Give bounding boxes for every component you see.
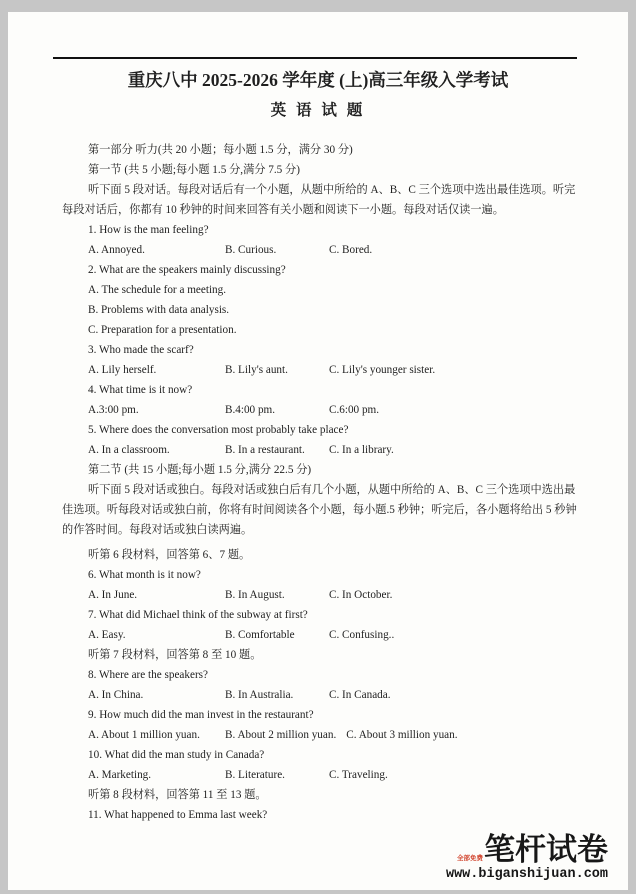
option-c: C. In October. bbox=[329, 589, 393, 601]
option-a: A. Marketing. bbox=[88, 769, 152, 781]
question-line: 2. What are the speakers mainly discussing? bbox=[88, 264, 286, 276]
instruction-line: 听下面 5 段对话。每段对话后有一个小题，从题中所给的 A、B、C 三个选项中选出最佳选项。听完 bbox=[88, 184, 576, 196]
watermark-url: www.biganshijuan.com bbox=[445, 867, 608, 882]
exam-paper-page bbox=[8, 12, 628, 890]
option-b: B. In August. bbox=[225, 589, 285, 601]
option-a: A. In a classroom. bbox=[88, 444, 170, 456]
instruction-line: 第一节 (共 5 小题;每小题 1.5 分,满分 7.5 分) bbox=[88, 164, 300, 176]
instruction-line: 佳选项。听每段对话或独白前，你将有时间阅读各个小题，每小题.5 秒钟；听完后，各小题将给出 5 秒钟 bbox=[62, 504, 577, 516]
option-row bbox=[62, 685, 584, 705]
option-b: B.4:00 pm. bbox=[225, 404, 276, 416]
option-c: C. Confusing.. bbox=[329, 629, 395, 641]
exam-subtitle: 英 语 试 题 bbox=[270, 102, 366, 119]
question-line: 7. What did Michael think of the subway at first? bbox=[88, 609, 308, 621]
question-line: 10. What did the man study in Canada? bbox=[88, 749, 265, 761]
option-a: A. Annoyed. bbox=[88, 244, 145, 256]
option-b: B. Curious. bbox=[225, 244, 277, 256]
question-line: 1. How is the man feeling? bbox=[88, 224, 209, 236]
option-row bbox=[62, 765, 584, 785]
option-b: B. Lily's aunt. bbox=[225, 364, 288, 376]
question-line: 4. What time is it now? bbox=[88, 384, 193, 396]
header-rule bbox=[53, 57, 577, 59]
option-a: A. In June. bbox=[88, 589, 138, 601]
option-a: A. About 1 million yuan. bbox=[88, 729, 200, 741]
option-b: B. In a restaurant. bbox=[225, 444, 305, 456]
option-row bbox=[62, 240, 584, 260]
option-row bbox=[62, 440, 584, 460]
instruction-line: 听第 7 段材料，回答第 8 至 10 题。 bbox=[88, 649, 262, 661]
option-row bbox=[62, 725, 584, 745]
question-line: 3. Who made the scarf? bbox=[88, 344, 194, 356]
watermark bbox=[446, 834, 608, 882]
option-c: C.6:00 pm. bbox=[329, 404, 380, 416]
option-a: A.3:00 pm. bbox=[88, 404, 139, 416]
exam-body bbox=[62, 140, 584, 825]
question-line: 8. Where are the speakers? bbox=[88, 669, 208, 681]
instruction-line: 每段对话后，你都有 10 秒钟的时间来回答有关小题和阅读下一小题。每段对话仅读一遍。 bbox=[62, 204, 504, 216]
option-c: C. Lily's younger sister. bbox=[329, 364, 436, 376]
question-line: A. The schedule for a meeting. bbox=[88, 284, 227, 296]
instruction-line: 的作答时间。每段对话或独白读两遍。 bbox=[62, 524, 253, 536]
option-a: A. In China. bbox=[88, 689, 144, 701]
question-line: 9. How much did the man invest in the restaurant? bbox=[88, 709, 314, 721]
option-b: B. In Australia. bbox=[225, 689, 294, 701]
option-b: B. About 2 million yuan. bbox=[225, 729, 337, 741]
instruction-line: 听第 8 段材料，回答第 11 至 13 题。 bbox=[88, 789, 267, 801]
watermark-brand: 笔杆试卷 bbox=[484, 832, 608, 868]
watermark-tagline: 全部免费 bbox=[457, 854, 483, 862]
option-row bbox=[62, 625, 584, 645]
option-row bbox=[62, 400, 584, 420]
question-line: 11. What happened to Emma last week? bbox=[88, 809, 268, 821]
option-c: C. About 3 million yuan. bbox=[346, 729, 458, 741]
instruction-line: 听第 6 段材料，回答第 6、7 题。 bbox=[88, 549, 251, 561]
option-c: C. Traveling. bbox=[329, 769, 388, 781]
option-a: A. Lily herself. bbox=[88, 364, 157, 376]
option-c: C. Bored. bbox=[329, 244, 373, 256]
instruction-line: 听下面 5 段对话或独白。每段对话或独白后有几个小题，从题中所给的 A、B、C 三个选项中选出最 bbox=[88, 484, 576, 496]
instruction-line: 第二节 (共 15 小题;每小题 1.5 分,满分 22.5 分) bbox=[88, 464, 312, 476]
option-row bbox=[62, 585, 584, 605]
instruction-line: 第一部分 听力(共 20 小题；每小题 1.5 分，满分 30 分) bbox=[88, 144, 353, 156]
option-c: C. In Canada. bbox=[329, 689, 391, 701]
question-line: B. Problems with data analysis. bbox=[88, 304, 230, 316]
exam-title: 重庆八中 2025-2026 学年度 (上)高三年级入学考试 bbox=[127, 70, 509, 90]
watermark-top-row bbox=[446, 834, 608, 866]
option-b: B. Literature. bbox=[225, 769, 285, 781]
question-line: 6. What month is it now? bbox=[88, 569, 201, 581]
option-b: B. Comfortable bbox=[225, 629, 295, 641]
option-c: C. In a library. bbox=[329, 444, 394, 456]
option-a: A. Easy. bbox=[88, 629, 126, 641]
question-line: 5. Where does the conversation most probably take place? bbox=[88, 424, 349, 436]
option-row bbox=[62, 360, 584, 380]
question-line: C. Preparation for a presentation. bbox=[88, 324, 237, 336]
